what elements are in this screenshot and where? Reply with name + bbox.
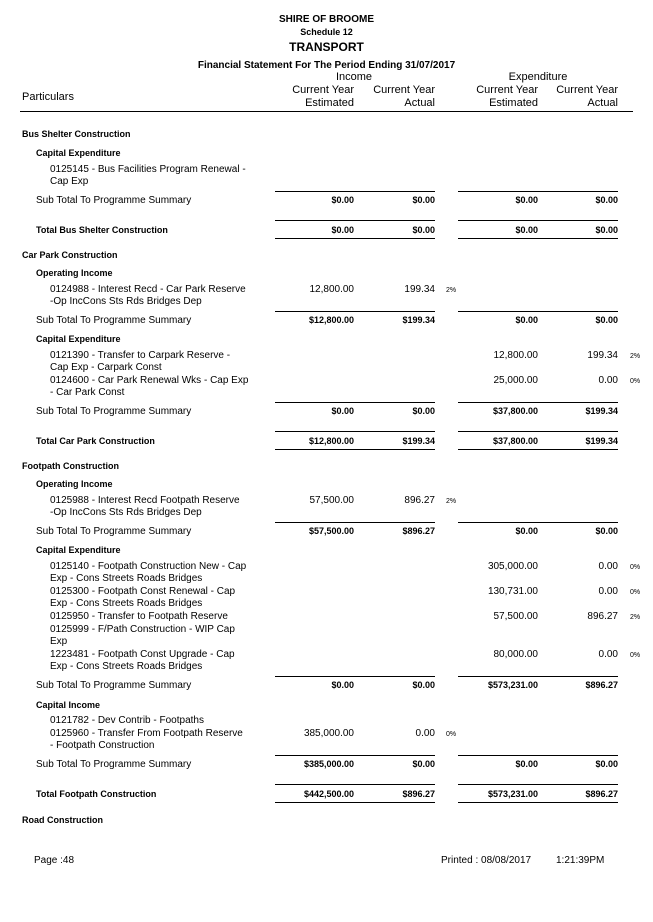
rule (275, 449, 435, 450)
amount: 57,500.00 (309, 495, 354, 506)
subtotal-value: $573,231.00 (487, 680, 538, 690)
percent: 0% (630, 589, 641, 596)
account-line: - Car Park Const (50, 387, 125, 398)
rule (275, 522, 435, 523)
total-value: $0.00 (515, 225, 538, 235)
section-title: Road Construction (22, 815, 103, 825)
amount: 0.00 (598, 649, 618, 660)
group-title: Capital Expenditure (36, 334, 121, 344)
rule (458, 431, 618, 432)
account-line: 1223481 - Footpath Const Upgrade - Cap (50, 649, 235, 660)
account-line: - Footpath Construction (50, 740, 155, 751)
total-label: Total Car Park Construction (36, 436, 155, 446)
group-title: Operating Income (36, 479, 113, 489)
rule (275, 191, 435, 192)
rule (275, 220, 435, 221)
amount: 305,000.00 (487, 561, 538, 572)
subtotal-value: $0.00 (515, 526, 538, 536)
income-header: Income (335, 71, 373, 83)
rule (275, 311, 435, 312)
account-line: Cap Exp - Carpark Const (50, 362, 162, 373)
subtotal-label: Sub Total To Programme Summary (36, 680, 192, 691)
rule (275, 402, 435, 403)
inc-est-h1: Current Year (292, 84, 354, 96)
account-line: -Op IncCons Sts Rds Bridges Dep (50, 507, 202, 518)
amount: 385,000.00 (303, 728, 354, 739)
subtotal-label: Sub Total To Programme Summary (36, 526, 192, 537)
subtotal-value: $896.27 (402, 526, 435, 536)
percent: 2% (446, 287, 457, 294)
subtotal-label: Sub Total To Programme Summary (36, 759, 192, 770)
amount: 0.00 (598, 586, 618, 597)
group-title: Capital Expenditure (36, 545, 121, 555)
exp-est-h1: Current Year (476, 84, 538, 96)
subtotal-value: $0.00 (331, 406, 354, 416)
printed-date: Printed : 08/08/2017 (441, 855, 532, 866)
percent: 0% (630, 378, 641, 385)
amount: 0.00 (415, 728, 435, 739)
rule (458, 522, 618, 523)
subtotal-value: $0.00 (515, 315, 538, 325)
rule (458, 784, 618, 785)
subtotal-value: $199.34 (585, 406, 618, 416)
total-value: $442,500.00 (303, 789, 354, 799)
total-value: $37,800.00 (492, 436, 538, 446)
subtotal-value: $0.00 (412, 759, 435, 769)
rule (458, 220, 618, 221)
account-line: 0121390 - Transfer to Carpark Reserve - (50, 350, 231, 361)
account-line: 0125960 - Transfer From Footpath Reserve (50, 728, 243, 739)
subtotal-label: Sub Total To Programme Summary (36, 315, 192, 326)
rule (275, 431, 435, 432)
account-line: 0124600 - Car Park Renewal Wks - Cap Exp (50, 375, 249, 386)
subtotal-value: $0.00 (515, 759, 538, 769)
subtotal-value: $0.00 (595, 195, 618, 205)
subtotal-value: $0.00 (412, 195, 435, 205)
inc-est-h2: Estimated (305, 97, 354, 109)
page-title: TRANSPORT (289, 40, 364, 54)
subtotal-value: $12,800.00 (308, 315, 354, 325)
amount: 12,800.00 (309, 284, 354, 295)
inc-act-h1: Current Year (373, 84, 435, 96)
section-title: Car Park Construction (22, 250, 118, 260)
group-title: Capital Income (36, 700, 101, 710)
amount: 80,000.00 (493, 649, 538, 660)
subtotal-value: $0.00 (595, 759, 618, 769)
subtotal-value: $199.34 (402, 315, 435, 325)
account-line: 0125950 - Transfer to Footpath Reserve (50, 611, 228, 622)
percent: 0% (630, 564, 641, 571)
account-line: 0124988 - Interest Recd - Car Park Reserve (50, 284, 246, 295)
total-label: Total Footpath Construction (36, 789, 157, 799)
amount: 12,800.00 (493, 350, 538, 361)
account-line: -Op IncCons Sts Rds Bridges Dep (50, 296, 202, 307)
subtotal-value: $0.00 (331, 195, 354, 205)
subtotal-value: $0.00 (412, 406, 435, 416)
total-value: $896.27 (402, 789, 435, 799)
account-line: 0125300 - Footpath Const Renewal - Cap (50, 586, 236, 597)
total-value: $0.00 (595, 225, 618, 235)
exp-act-h2: Actual (587, 97, 618, 109)
account-line: Cap Exp (50, 176, 89, 187)
org-name: SHIRE OF BROOME (278, 14, 374, 25)
subtotal-value: $57,500.00 (308, 526, 354, 536)
schedule-label: Schedule 12 (300, 27, 353, 37)
account-line: 0125145 - Bus Facilities Program Renewal - (50, 164, 246, 175)
particulars-header: Particulars (22, 91, 74, 103)
subtotal-value: $0.00 (515, 195, 538, 205)
account-line: Exp - Cons Streets Roads Bridges (50, 573, 203, 584)
percent: 0% (446, 731, 457, 738)
total-value: $896.27 (585, 789, 618, 799)
rule (458, 449, 618, 450)
printed-time: 1:21:39PM (556, 855, 605, 866)
amount: 199.34 (587, 350, 618, 361)
account-line: 0121782 - Dev Contrib - Footpaths (50, 715, 204, 726)
amount: 896.27 (404, 495, 435, 506)
account-line: Exp (50, 636, 68, 647)
expenditure-header: Expenditure (508, 71, 568, 83)
rule (275, 676, 435, 677)
subtotal-value: $0.00 (595, 526, 618, 536)
total-value: $12,800.00 (308, 436, 354, 446)
exp-est-h2: Estimated (489, 97, 538, 109)
subtotal-value: $0.00 (331, 680, 354, 690)
rule (458, 238, 618, 239)
subtotal-label: Sub Total To Programme Summary (36, 406, 192, 417)
total-value: $0.00 (412, 225, 435, 235)
header-divider (20, 111, 633, 112)
rule (275, 755, 435, 756)
total-value: $199.34 (402, 436, 435, 446)
subtotal-value: $37,800.00 (492, 406, 538, 416)
total-value: $199.34 (585, 436, 618, 446)
total-value: $0.00 (331, 225, 354, 235)
subtotal-value: $0.00 (595, 315, 618, 325)
total-label: Total Bus Shelter Construction (36, 225, 168, 235)
rule (458, 402, 618, 403)
section-title: Footpath Construction (22, 461, 119, 471)
amount: 896.27 (587, 611, 618, 622)
page-number: Page :48 (34, 855, 75, 866)
amount: 57,500.00 (493, 611, 538, 622)
account-line: 0125999 - F/Path Construction - WIP Cap (50, 624, 235, 635)
amount: 199.34 (404, 284, 435, 295)
amount: 130,731.00 (487, 586, 538, 597)
rule (458, 802, 618, 803)
subtotal-value: $385,000.00 (303, 759, 354, 769)
subtotal-value: $896.27 (585, 680, 618, 690)
section-title: Bus Shelter Construction (22, 129, 131, 139)
account-line: Exp - Cons Streets Roads Bridges (50, 661, 203, 672)
amount: 0.00 (598, 561, 618, 572)
group-title: Operating Income (36, 268, 113, 278)
amount: 0.00 (598, 375, 618, 386)
total-value: $573,231.00 (487, 789, 538, 799)
inc-act-h2: Actual (404, 97, 435, 109)
percent: 2% (630, 614, 641, 621)
amount: 25,000.00 (493, 375, 538, 386)
percent: 0% (630, 652, 641, 659)
rule (458, 311, 618, 312)
account-line: 0125140 - Footpath Construction New - Cap (50, 561, 247, 572)
rule (458, 191, 618, 192)
rule (275, 784, 435, 785)
account-line: Exp - Cons Streets Roads Bridges (50, 598, 203, 609)
exp-act-h1: Current Year (556, 84, 618, 96)
subtotal-label: Sub Total To Programme Summary (36, 195, 192, 206)
subtotal-value: $0.00 (412, 680, 435, 690)
rule (458, 755, 618, 756)
rule (458, 676, 618, 677)
rule (275, 238, 435, 239)
group-title: Capital Expenditure (36, 148, 121, 158)
rule (275, 802, 435, 803)
percent: 2% (446, 498, 457, 505)
account-line: 0125988 - Interest Recd Footpath Reserve (50, 495, 240, 506)
percent: 2% (630, 353, 641, 360)
report-subtitle: Financial Statement For The Period Ending 31/07/2017 (197, 60, 456, 71)
